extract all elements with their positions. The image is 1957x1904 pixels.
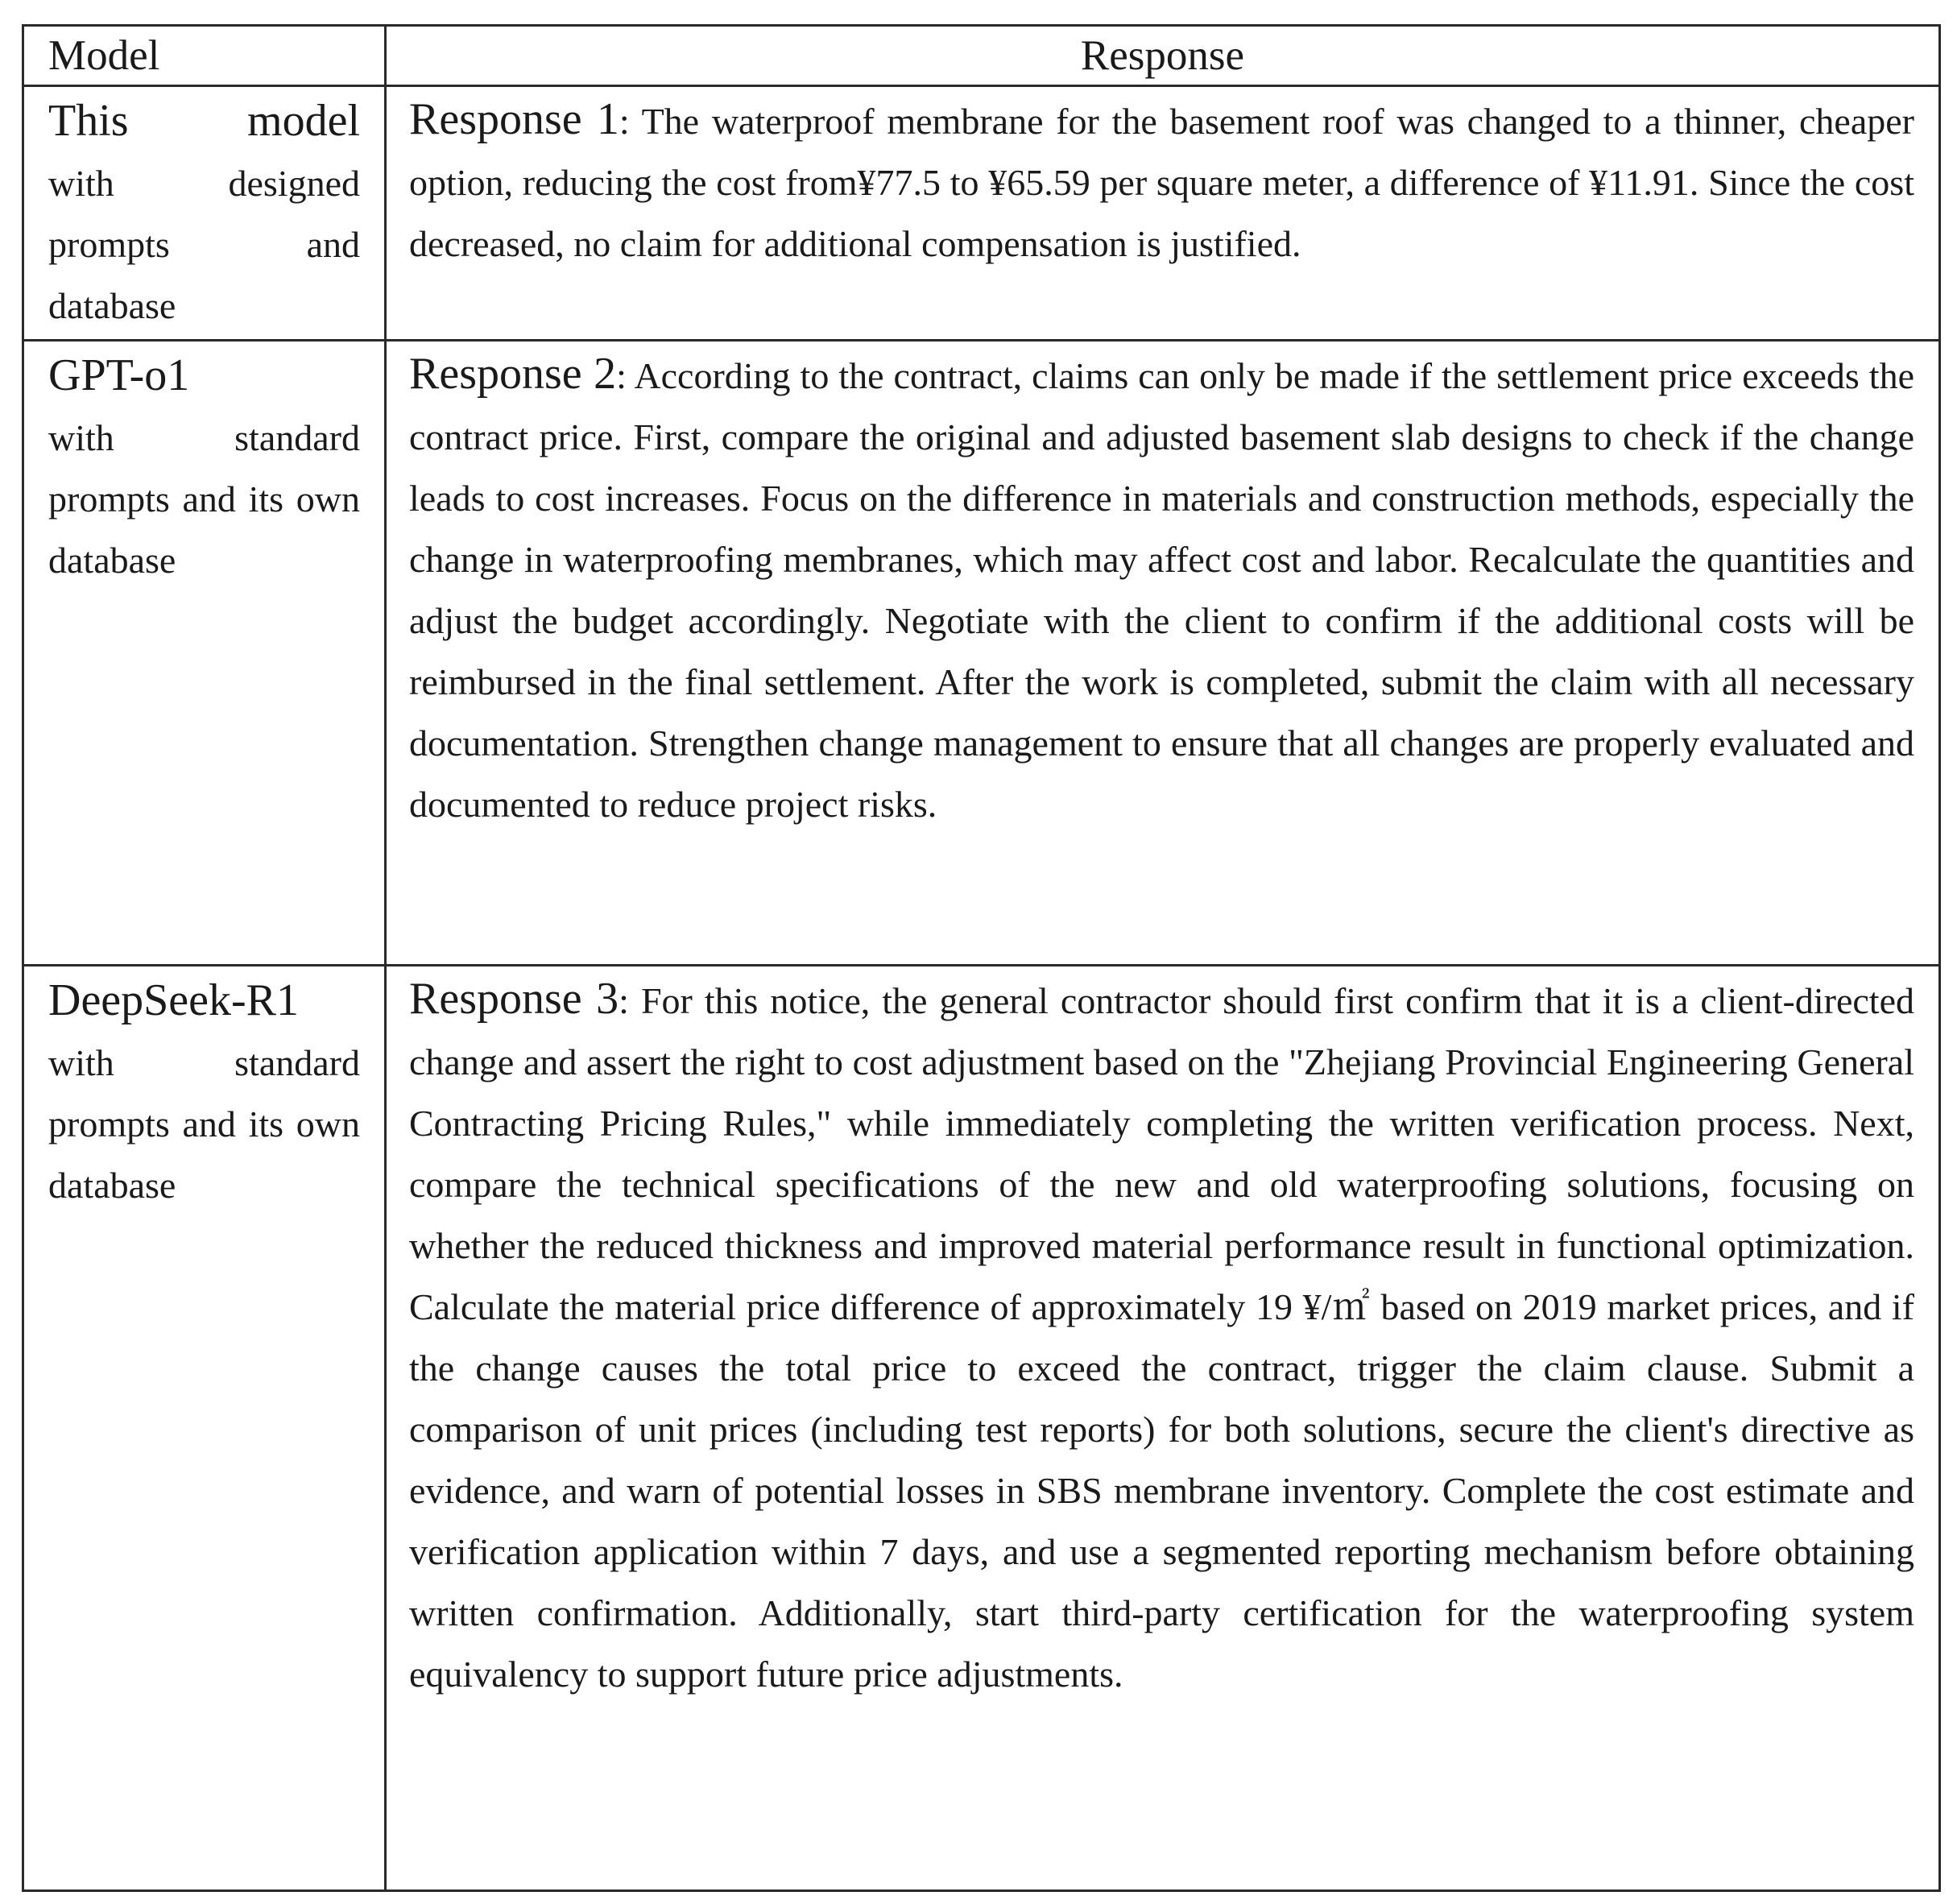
response-label: Response 2 — [409, 349, 617, 399]
table-row — [23, 86, 1940, 341]
response-cell — [386, 341, 1940, 966]
comparison-table — [22, 24, 1941, 1892]
model-description: with designed prompts and database — [48, 163, 360, 326]
model-description: with standard prompts and its own database — [48, 1042, 360, 1206]
model-description: with standard prompts and its own database — [48, 417, 360, 581]
response-label: Response 3 — [409, 974, 619, 1024]
model-cell — [23, 341, 386, 966]
response-label: Response 1 — [409, 94, 619, 144]
model-name: DeepSeek-R1 — [48, 975, 300, 1025]
response-cell — [386, 86, 1940, 341]
table-row — [23, 966, 1940, 1891]
header-row — [23, 26, 1940, 86]
response-text: : The waterproof membrane for the basement roof was changed to a thinner, cheaper option, reducing the cost from¥77.5 to ¥65.59 per square meter, a difference of ¥11.91. Since the cost decreased, no claim for additional compensation is justified. — [409, 101, 1914, 264]
table-row — [23, 341, 1940, 966]
header-response: Response — [386, 26, 1940, 86]
header-model: Model — [23, 26, 386, 86]
response-text: : For this notice, the general contractor should first confirm that it is a client-directed change and assert the right to cost adjustment based on the "Zhejiang Provincial Engineering General Contracting Pricing Rules," while immediately completing the written verification process. Next, compare the technical specifications of the new and old waterproofing solutions, focusing on whether the reduced thickness and improved material performance result in functional optimization. Calculate the material price difference of approximately 19 ¥/㎡ based on 2019 market prices, and if the change causes the total price to exceed the contract, trigger the claim clause. Submit a comparison of unit prices (including test reports) for both solutions, secure the client's directive as evidence, and warn of potential losses in SBS membrane inventory. Complete the cost estimate and verification application within 7 days, and use a segmented reporting mechanism before obtaining written confirmation. Additionally, start third-party certification for the waterproofing system equivalency to support future price adjustments. — [409, 980, 1915, 1695]
model-name: GPT-o1 — [48, 350, 190, 400]
model-cell — [23, 86, 386, 341]
response-cell — [386, 966, 1940, 1891]
model-name: This model — [48, 96, 360, 146]
response-text: : According to the contract, claims can only be made if the settlement price exceeds the contract price. First, compare the original and adjusted basement slab designs to check if the change leads to cost increases. Focus on the difference in materials and construction methods, especially the change in waterproofing membranes, which may affect cost and labor. Recalculate the quantities and adjust the budget accordingly. Negotiate with the client to confirm if the additional costs will be reimbursed in the final settlement. After the work is completed, submit the claim with all necessary documentation. Strengthen change management to ensure that all changes are properly evaluated and documented to reduce project risks. — [409, 355, 1914, 825]
model-cell — [23, 966, 386, 1891]
